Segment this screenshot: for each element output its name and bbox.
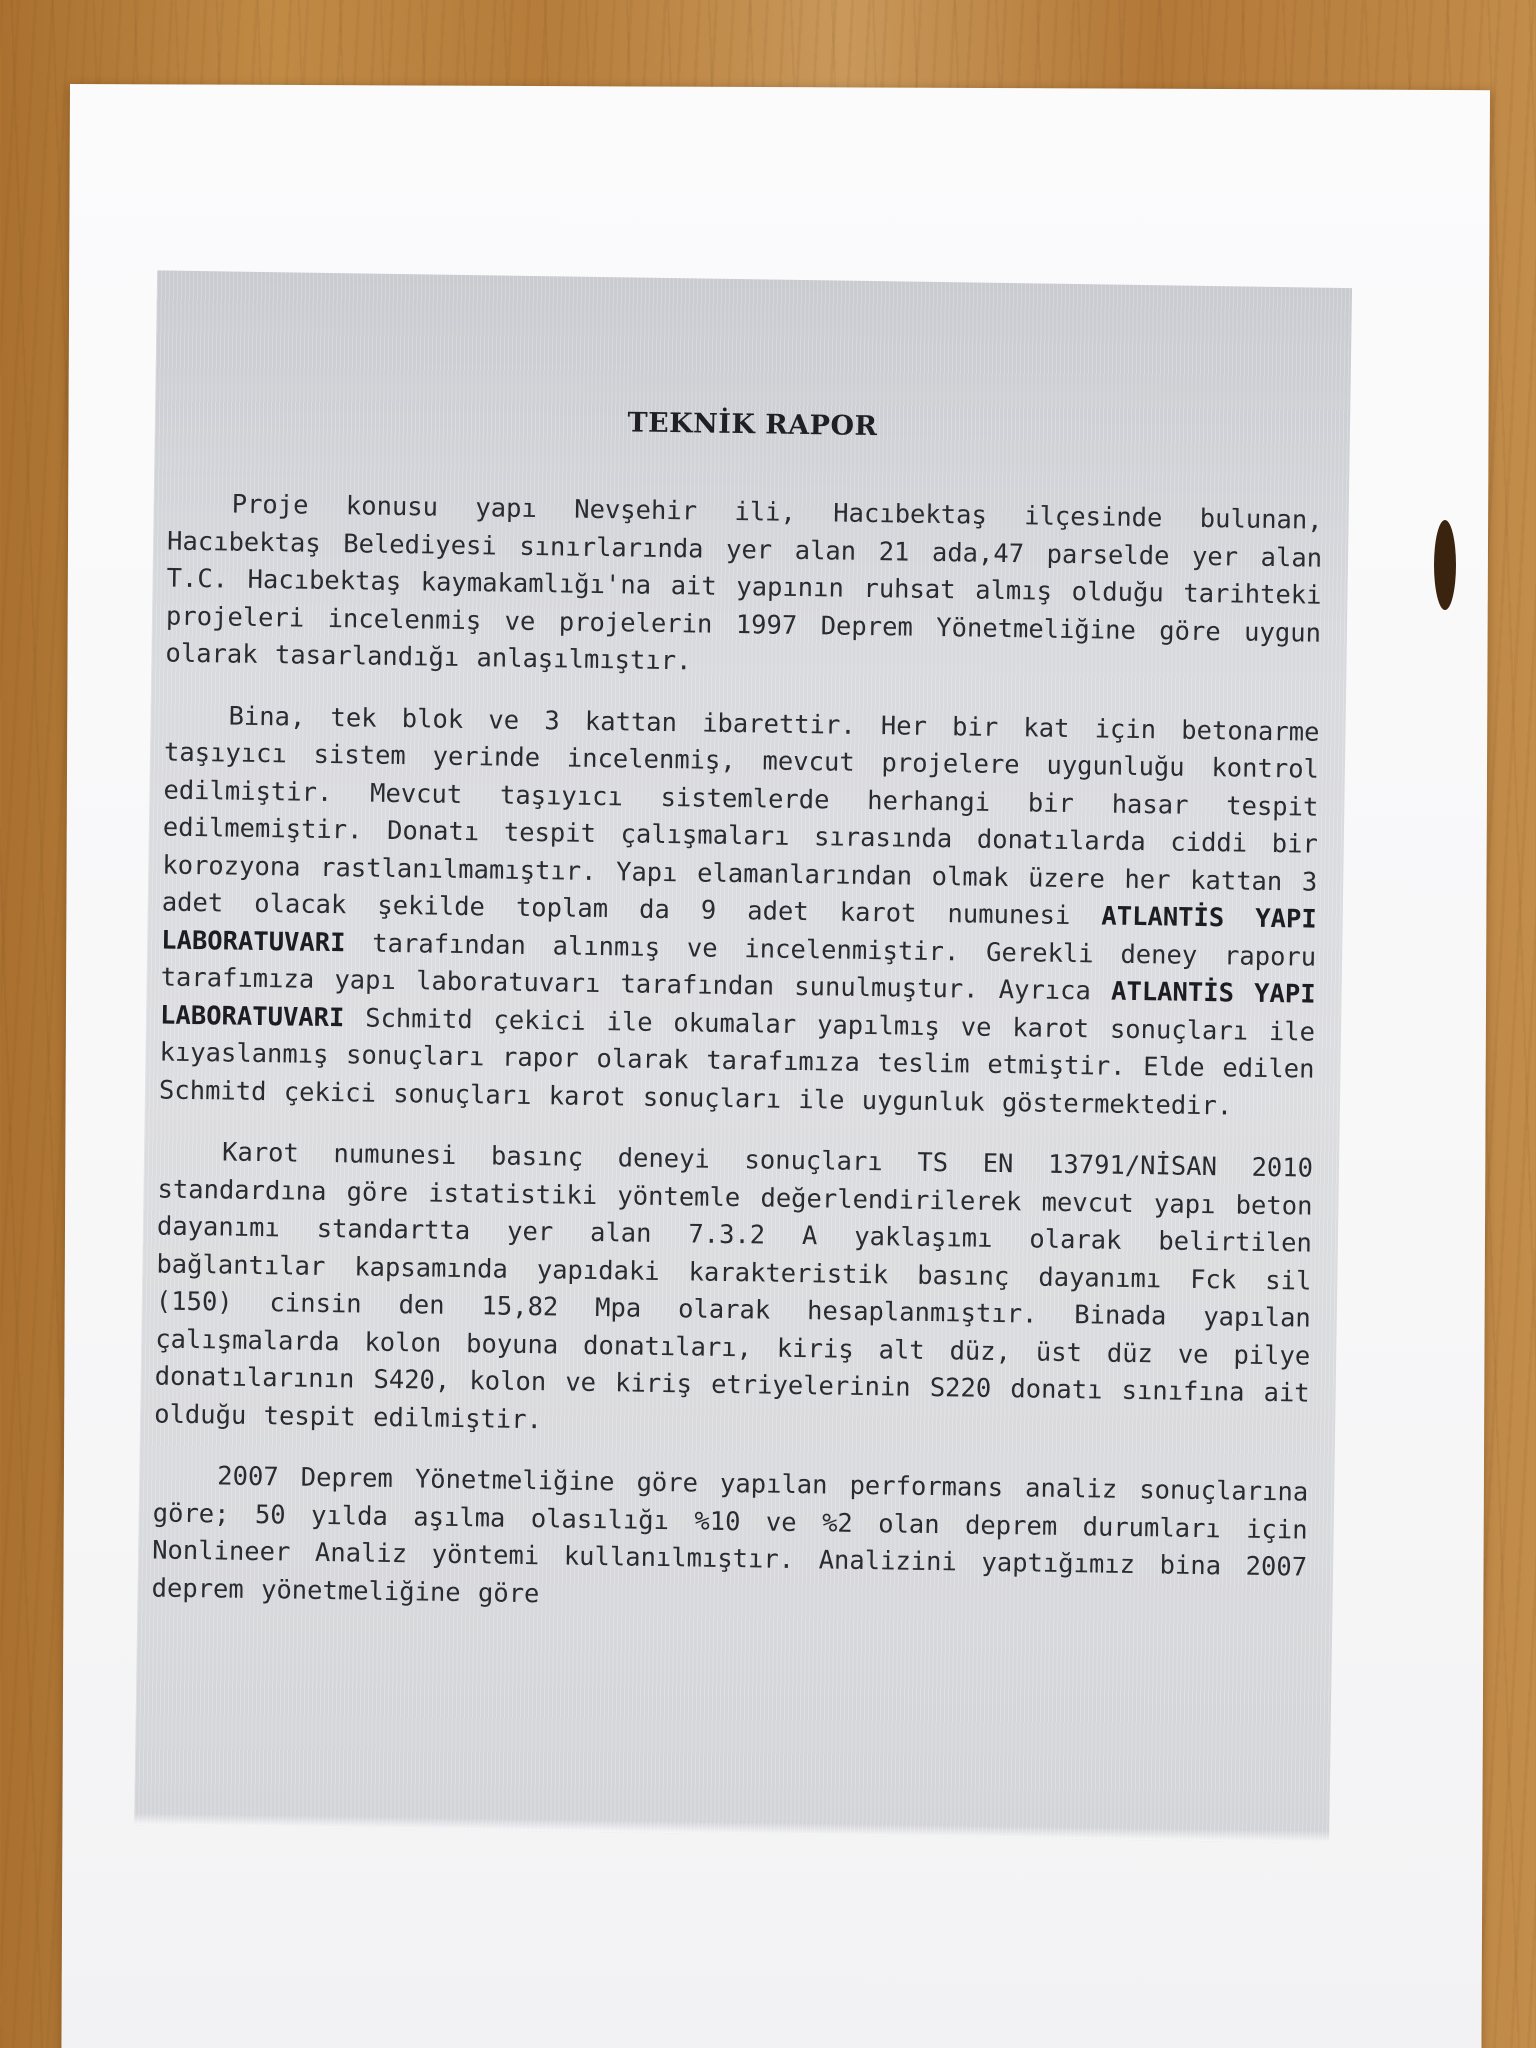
paragraph-3 [154, 1133, 1313, 1450]
paper-sheet [61, 84, 1490, 2048]
report-title: TEKNİK RAPOR [627, 407, 878, 443]
text-run: Schmitd çekici ile okumalar yapılmış ve karot sonuçları ile kıyaslanmış sonuçları rapor olarak tarafımıza teslim etmiştir. Elde edilen Schmitd çekici sonuçları karot sonuçları ile uygunluk göstermektedir. [158, 1002, 1316, 1121]
report-body [151, 486, 1323, 1649]
text-run: Karot numunesi basınç deneyi sonuçları TS EN 13791/NİSAN 2010 standardına göre istatistiki yöntemle değerlendirilerek mevcut yapı beton dayanımı standartta yer alan 7.3.2 A yaklaşımı olarak belirtilen bağlantılar kapsamında yapıdaki karakteristik basınç dayanımı Fck sil (150) cinsin den 15,82 Mpa olarak hesaplanmıştır. Binada yapılan çalışmalarda kolon boyuna donatıları, kiriş alt düz, üst düz ve pilye donatılarının S420, kolon ve kiriş etriyelerinin S220 donatı sınıfına ait olduğu tespit edilmiştir. [153, 1137, 1314, 1435]
text-run: 2007 Deprem Yönetmeliğine göre yapılan performans analiz sonuçlarına göre; 50 yılda aşılma olasılığı %10 ve %2 olan deprem durumları için Nonlineer Analiz yöntemi kullanılmıştır. Analizini yaptığımız bina 2007 deprem yönetmeliğine göre [151, 1461, 1309, 1609]
paragraph-1 [165, 486, 1323, 691]
text-run: tarafından alınmış ve incelenmiştir. Gerekli deney raporu tarafımıza yapı laboratuvarı tarafından sunulmuştur. Ayrıca [160, 927, 1317, 1007]
page-cutoff-fade [134, 1813, 1329, 1843]
text-run: Bina, tek blok ve 3 kattan ibarettir. Her bir kat için betonarme taşıyıcı sistem yerinde incelenmiş, mevcut projelere uygunluğu kontrol edilmiştir. Mevcut taşıyıcı sistemlerde herhangi bir hasar tespit edilmemiştir. Donatı tespit çalışmaları sırasında donatılarda ciddi bir korozyona rastlanılmamıştır. Yapı elamanlarından olmak üzere her kattan 3 adet olacak şekilde toplam da 9 adet karot numunesi [161, 700, 1320, 932]
lab-name-bold: ATLANTİS YAPI LABORATUVARI [161, 901, 1317, 958]
paragraph-2 [159, 697, 1320, 1127]
lab-name-bold: ATLANTİS YAPI LABORATUVARI [159, 976, 1316, 1033]
printed-report-area [134, 270, 1352, 1843]
table-dark-spot [1434, 520, 1456, 610]
paragraph-4 [151, 1457, 1308, 1624]
text-run: Proje konusu yapı Nevşehir ili, Hacıbektaş ilçesinde bulunan, Hacıbektaş Belediyesi sınırlarında yer alan 21 ada,47 parselde yer alan T.C. Hacıbektaş kaymakamlığı'na ait yapının ruhsat almış olduğu tarihteki projeleri incelenmiş ve projelerin 1997 Deprem Yönetmeliğine göre uygun olarak tasarlandığı anlaşılmıştır. [165, 489, 1323, 677]
